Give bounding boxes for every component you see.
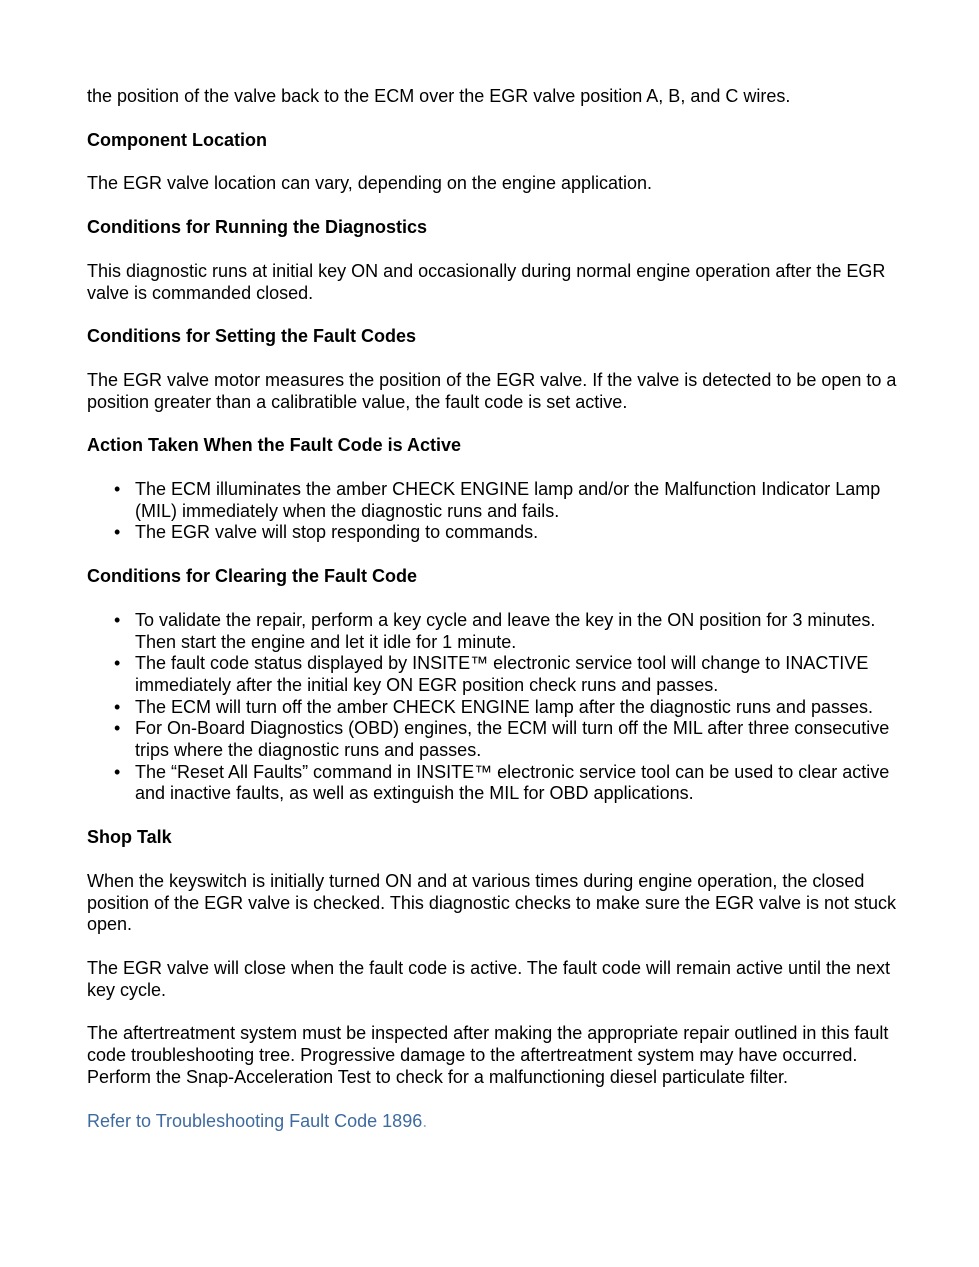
component-location-heading: Component Location [87, 129, 267, 150]
shop-talk-paragraph: When the keyswitch is initially turned ON and at various times during engine operation, the closed position of the EGR valve is checked. This diagnostic checks to make sure the EGR valve is not stuck open. [87, 870, 897, 935]
conditions-setting-section [87, 326, 899, 413]
component-location-section [87, 130, 899, 195]
list-item-text: The ECM will turn off the amber CHECK ENGINE lamp after the diagnostic runs and passes. [135, 696, 873, 717]
list-item-text: The EGR valve will stop responding to commands. [135, 522, 539, 543]
shop-talk-paragraph: The EGR valve will close when the fault code is active. The fault code will remain active until the next key cycle. [87, 957, 891, 1000]
list-item [114, 761, 899, 805]
bullet-icon: • [114, 653, 121, 674]
bullet-icon: • [114, 718, 121, 739]
action-taken-list [87, 479, 899, 544]
conditions-clearing-list [87, 610, 899, 805]
conditions-running-text: This diagnostic runs at initial key ON and occasionally during normal engine operation after the EGR valve is commanded closed. [87, 260, 886, 303]
document-page [87, 86, 899, 1154]
list-item-text: To validate the repair, perform a key cycle and leave the key in the ON position for 3 minutes. Then start the engine and let it idle for 1 minute. [135, 609, 876, 652]
intro-paragraph: the position of the valve back to the ECM over the EGR valve position A, B, and C wires. [87, 86, 791, 106]
action-taken-section [87, 435, 899, 544]
conditions-clearing-section [87, 566, 899, 805]
troubleshooting-link[interactable]: Refer to Troubleshooting Fault Code 1896 [87, 1110, 423, 1131]
bullet-icon: • [114, 522, 121, 543]
list-item-text: The fault code status displayed by INSITE™ electronic service tool will change to INACTIVE immediately after the initial key ON EGR position check runs and passes. [135, 653, 869, 695]
conditions-running-heading: Conditions for Running the Diagnostics [87, 217, 427, 238]
list-item-text: For On-Board Diagnostics (OBD) engines, the ECM will turn off the MIL after three consecutive trips where the diagnostic runs and passes. [135, 718, 890, 761]
bullet-icon: • [114, 761, 121, 782]
list-item [114, 718, 899, 761]
bullet-icon: • [114, 479, 121, 500]
conditions-setting-text: The EGR valve motor measures the position of the EGR valve. If the valve is detected to be open to a position greater than a calibratible value, the fault code is set active. [87, 369, 897, 412]
shop-talk-heading: Shop Talk [87, 827, 172, 848]
conditions-clearing-heading: Conditions for Clearing the Fault Code [87, 566, 417, 587]
conditions-setting-heading: Conditions for Setting the Fault Codes [87, 326, 416, 347]
component-location-text: The EGR valve location can vary, depending on the engine application. [87, 173, 653, 194]
shop-talk-paragraph: The aftertreatment system must be inspected after making the appropriate repair outlined in this fault code troubleshooting tree. Progressive damage to the aftertreatment system may have occurred. Perform the Snap-Acceleration Test to check for a malfunctioning diesel particulate filter. [87, 1023, 889, 1087]
list-item [114, 609, 899, 653]
list-item [114, 653, 899, 696]
list-item [114, 696, 899, 719]
action-taken-heading: Action Taken When the Fault Code is Active [87, 435, 462, 456]
list-item [114, 522, 899, 544]
shop-talk-section [87, 827, 899, 1088]
list-item-text: The ECM illuminates the amber CHECK ENGINE lamp and/or the Malfunction Indicator Lamp (MIL) immediately when the diagnostic runs and fails. [135, 479, 881, 521]
reference-line [87, 1111, 899, 1133]
link-period: . [422, 1110, 428, 1131]
bullet-icon: • [114, 609, 121, 630]
list-item-text: The “Reset All Faults” command in INSITE™ electronic service tool can be used to clear active and inactive faults, as well as extinguish the MIL for OBD applications. [135, 761, 890, 804]
list-item [114, 479, 899, 522]
conditions-running-section [87, 217, 899, 304]
bullet-icon: • [114, 696, 121, 717]
